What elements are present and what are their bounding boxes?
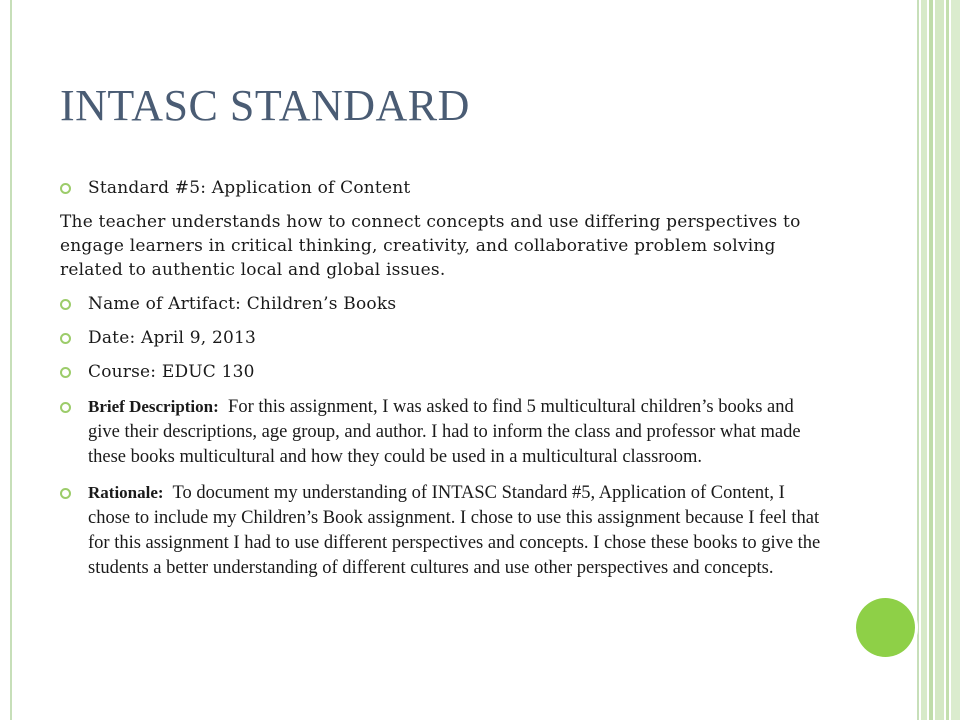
- bullet-icon: [60, 299, 71, 310]
- slide-content: [60, 176, 830, 591]
- decor-stripe: [929, 0, 933, 720]
- brief-text: For this assignment, I was asked to find 5 multicultural children’s books and give their descriptions, age group, and author. I had to inform the class and professor what made these books multicultural and how they could be used in a multicultural classroom.: [88, 397, 801, 467]
- standard-description: The teacher understands how to connect concepts and use differing perspectives to engage learners in critical thinking, creativity, and collaborative problem solving related to authentic local and global issues.: [60, 212, 801, 280]
- rationale-label: Rationale:: [88, 483, 164, 502]
- accent-dot: [856, 598, 915, 657]
- course-name: Course: EDUC 130: [88, 362, 255, 382]
- decor-stripe: [951, 0, 960, 720]
- standard-line: Standard #5: Application of Content: [88, 178, 411, 198]
- decor-stripe: [946, 0, 949, 720]
- slide-title: INTASC STANDARD: [60, 81, 470, 130]
- rationale-text: To document my understanding of INTASC Standard #5, Application of Content, I chose to include my Children’s Book assignment. I chose to use this assignment because I feel that for this assignment I had to use different perspectives and concepts. I chose these books to give the students a better understanding of different cultures and use other perspectives and concepts.: [88, 483, 821, 578]
- decor-stripe: [935, 0, 944, 720]
- artifact-date: Date: April 9, 2013: [88, 328, 257, 348]
- bullet-icon: [60, 183, 71, 194]
- bullet-date: [60, 326, 830, 350]
- bullet-rationale: [60, 480, 830, 581]
- bullet-icon: [60, 402, 71, 413]
- bullet-artifact: [60, 292, 830, 316]
- decor-stripe: [921, 0, 927, 720]
- bullet-course: [60, 360, 830, 384]
- bullet-icon: [60, 488, 71, 499]
- bullet-icon: [60, 333, 71, 344]
- bullet-standard: [60, 176, 830, 200]
- brief-label: Brief Description:: [88, 397, 219, 416]
- bullet-brief-description: [60, 394, 830, 470]
- bullet-icon: [60, 367, 71, 378]
- artifact-name: Name of Artifact: Children’s Books: [88, 294, 397, 314]
